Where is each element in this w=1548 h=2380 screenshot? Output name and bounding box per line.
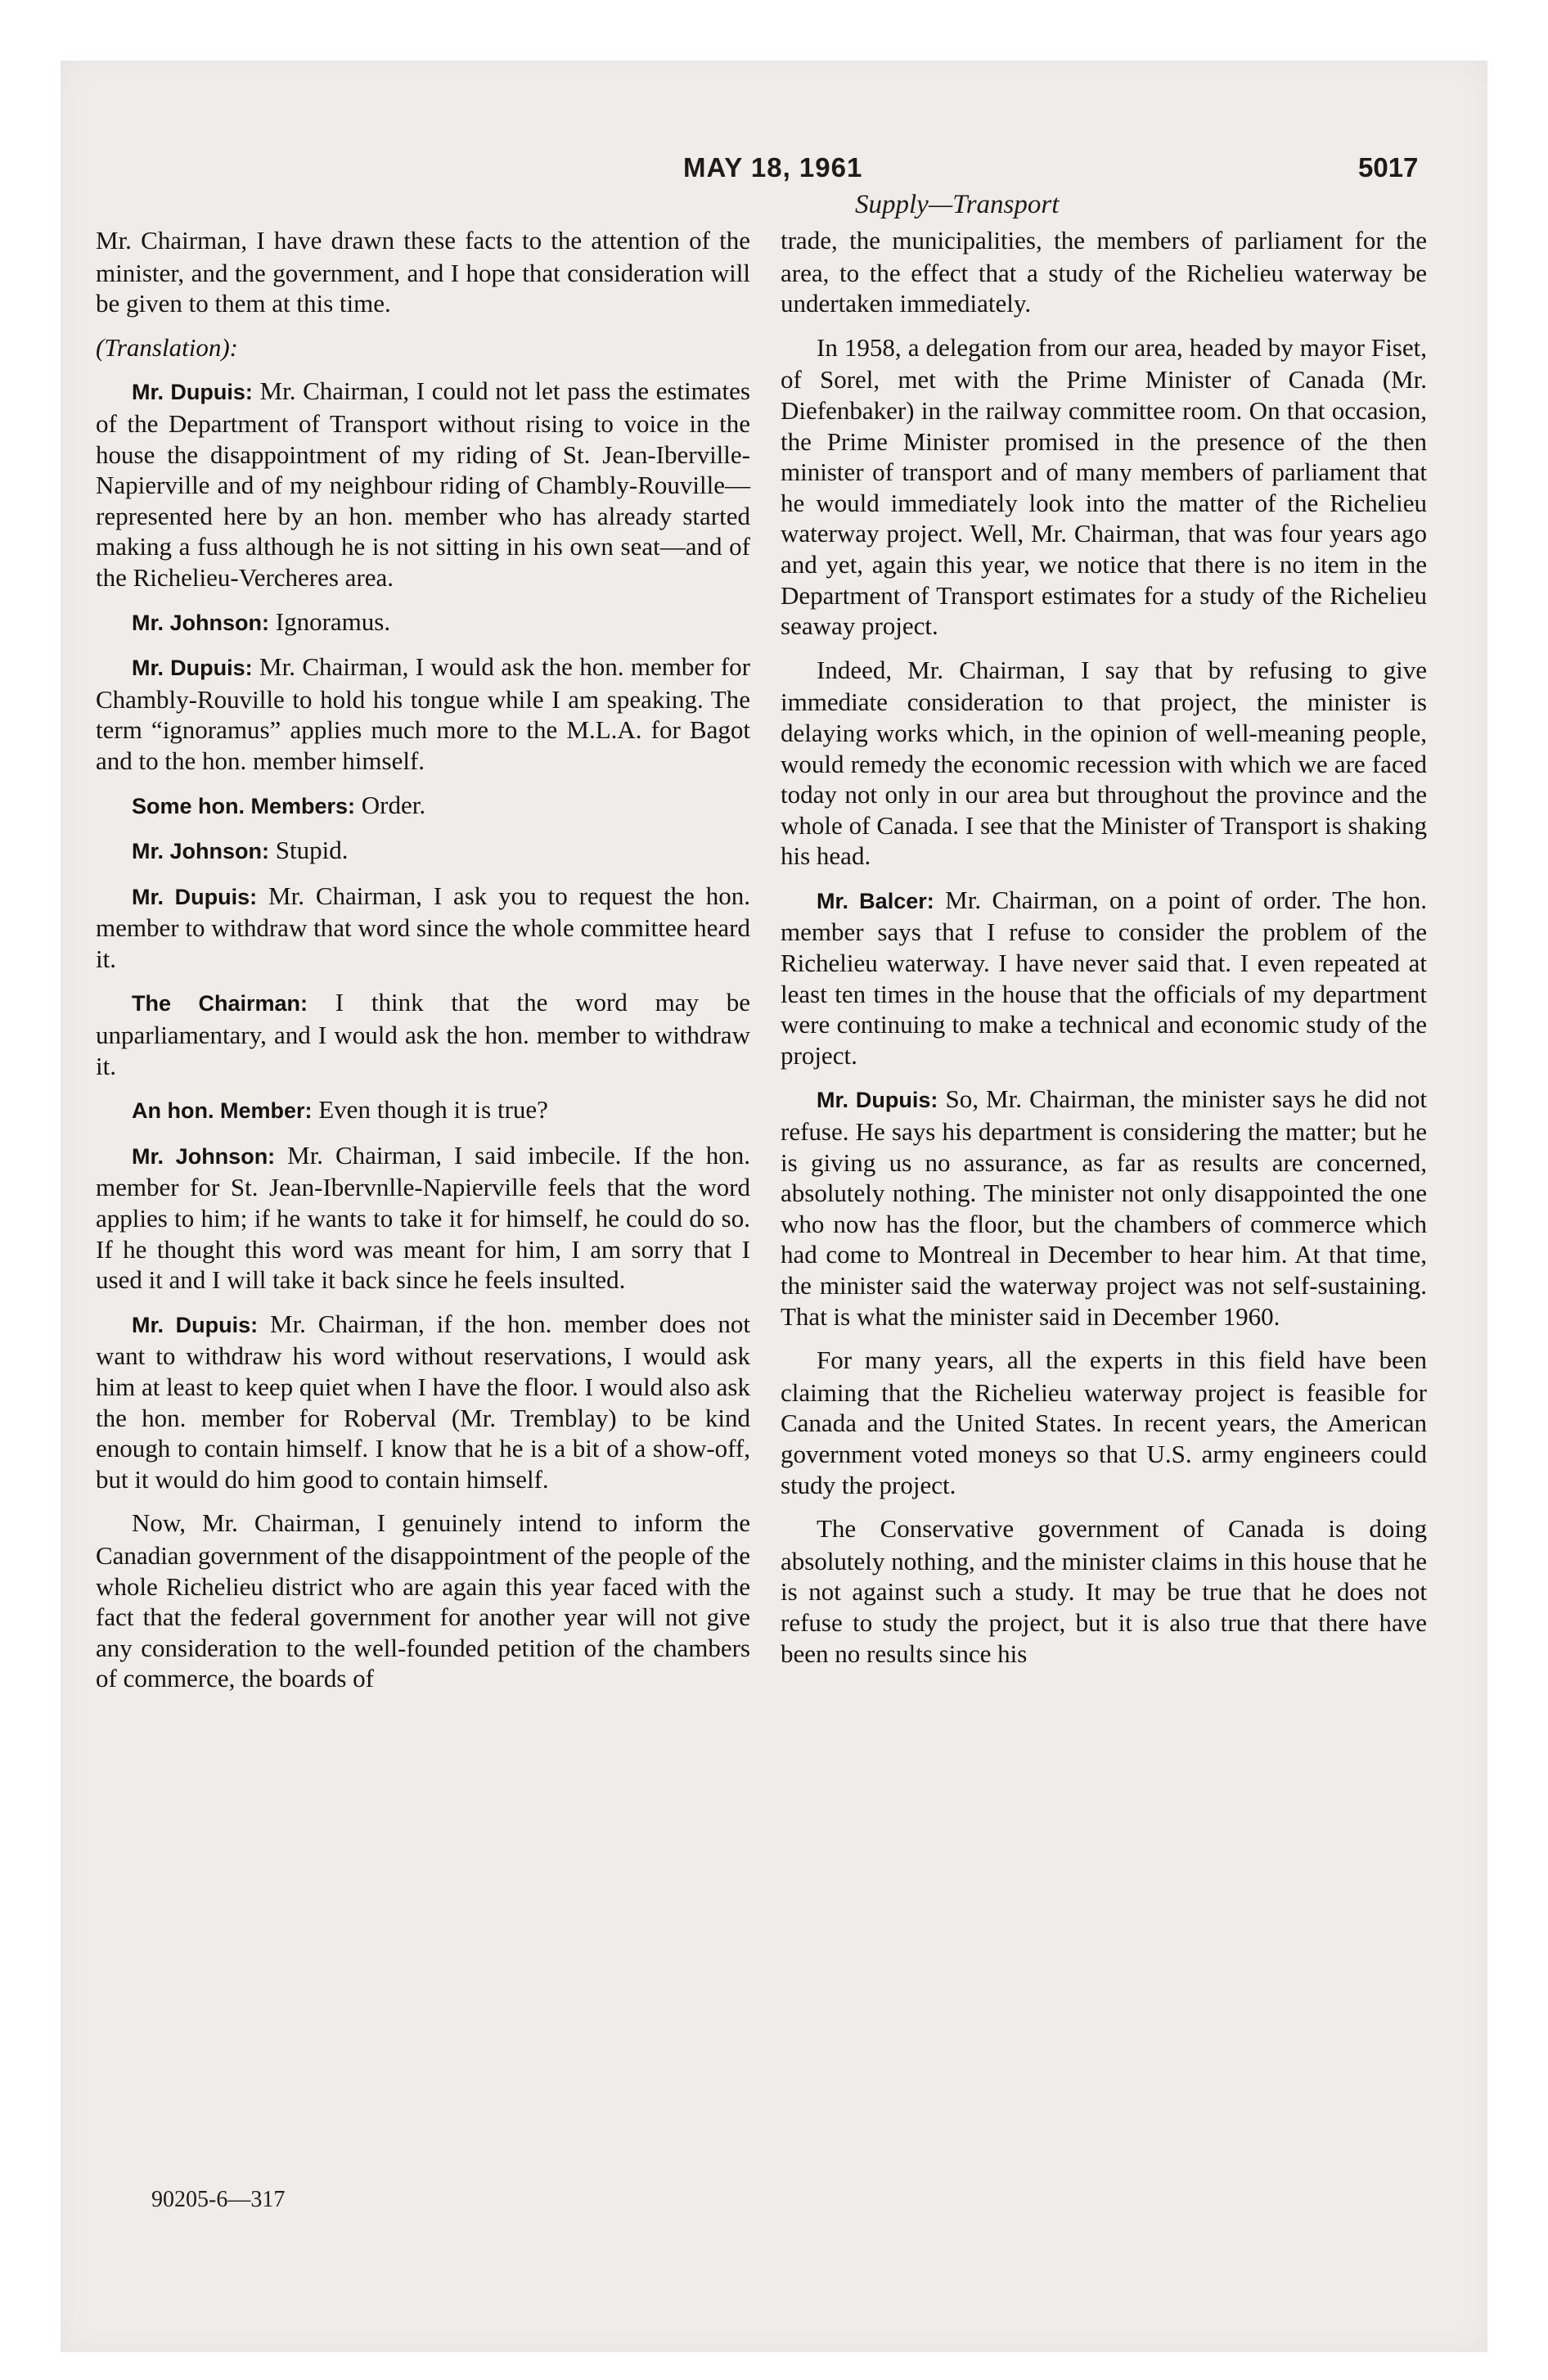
print-code: 90205-6—317 bbox=[151, 2187, 286, 2212]
paragraph bbox=[96, 835, 750, 868]
paragraph-text: So, Mr. Chairman, the minister says he did not refuse. He says his department is considering the matter; but he is giving us no assurance, as far as results are concerned, absolutely nothing. The minister not only disappointed the one who now has the floor, but the chambers of commerce which had come to Montreal in December to hear him. At that time, the minister said the waterway project was not self-sustaining. That is what the minister said in December 1960. bbox=[781, 1084, 1428, 1331]
paragraph bbox=[781, 885, 1427, 1071]
paragraph-text: Ignoramus. bbox=[275, 606, 391, 636]
paragraph-text: Stupid. bbox=[275, 836, 349, 865]
paragraph bbox=[96, 987, 750, 1081]
speaker-label: Mr. Dupuis: bbox=[132, 656, 253, 681]
paragraph bbox=[96, 606, 750, 639]
speaker-label: Mr. Balcer: bbox=[817, 888, 934, 913]
paragraph bbox=[96, 225, 750, 319]
paragraph bbox=[96, 651, 750, 776]
left-column bbox=[96, 225, 750, 1707]
paragraph-text: Mr. Chairman, I have drawn these facts to the attention of the minister, and the government, and I hope that consideration will be given to them at this time. bbox=[96, 226, 750, 318]
paragraph-text: Mr. Chairman, I ask you to request the hon. member to withdraw that word since the whole committee heard it. bbox=[96, 881, 751, 973]
paragraph-text: Now, Mr. Chairman, I genuinely intend to inform the Canadian government of the disappointment of the people of the whole Richelieu district who are again this year faced with the fact that the federal government for another year will not give any consideration to the well-founded petition of the chambers of commerce, the boards of bbox=[96, 1508, 750, 1693]
speaker-label: Mr. Dupuis: bbox=[817, 1088, 938, 1113]
paragraph bbox=[781, 225, 1427, 319]
paragraph bbox=[781, 1513, 1427, 1669]
paragraph-text: In 1958, a delegation from our area, headed by mayor Fiset, of Sorel, met with the Prime Minister of Canada (Mr. Diefenbaker) in the railway committee room. On that occasion, the Prime Minister promised in the presence of the then minister of transport and of many members of parliament that he would immediately look into the matter of the Richelieu waterway project. Well, Mr. Chairman, that was four years ago and yet, again this year, we notice that there is no item in the Department of Transport estimates for a study of the Richelieu seaway project. bbox=[781, 332, 1427, 641]
paragraph-text: Mr. Chairman, on a point of order. The hon. member says that I refuse to consider the problem of the Richelieu waterway. I have never said that. I even repeated at least ten times in the house that the officials of my department were continuing to make a technical and economic study of the project. bbox=[781, 885, 1428, 1070]
paragraph-text: Indeed, Mr. Chairman, I say that by refusing to give immediate consideration to that project, the minister is delaying works which, in the opinion of well-meaning people, would remedy the economic recession with which we are faced today not only in our area but throughout the province and the whole of Canada. I see that the Minister of Transport is shaking his head. bbox=[781, 655, 1427, 871]
paragraph-text: For many years, all the experts in this field have been claiming that the Richelieu waterway project is feasible for Canada and the United States. In recent years, the American government voted moneys so that U.S. army engineers could study the project. bbox=[781, 1346, 1427, 1499]
speaker-label: Mr. Johnson: bbox=[132, 1143, 276, 1169]
translation-note: (Translation): bbox=[96, 332, 238, 362]
paragraph bbox=[781, 332, 1427, 642]
speaker-label: Mr. Johnson: bbox=[132, 839, 269, 864]
paragraph-text: I think that the word may be unparliamentary, and I would ask the hon. member to withdraw it. bbox=[96, 988, 751, 1080]
paragraph-text: trade, the municipalities, the members of parliament for the area, to the effect that a study of the Richelieu waterway be undertaken immediately. bbox=[781, 226, 1427, 318]
paragraph-text: Mr. Chairman, I said imbecile. If the hon. member for St. Jean-Ibervnlle-Napierville feels that the word applies to him; if he wants to take it for himself, he could do so. If he thought this word was meant for him, I am sorry that I used it and I will take it back since he feels insulted. bbox=[96, 1140, 751, 1295]
paragraph-text: Even though it is true? bbox=[318, 1095, 548, 1125]
speaker-label: Mr. Dupuis: bbox=[132, 1312, 259, 1337]
paragraph bbox=[96, 1140, 750, 1296]
paragraph-text: Order. bbox=[361, 790, 426, 819]
paragraph bbox=[96, 790, 750, 823]
speaker-label: The Chairman: bbox=[132, 991, 308, 1016]
paragraph bbox=[781, 1084, 1427, 1332]
paragraph bbox=[96, 881, 750, 975]
right-column bbox=[781, 225, 1427, 1682]
speaker-label: Mr. Dupuis: bbox=[132, 884, 258, 909]
paragraph-text: The Conservative government of Canada is doing absolutely nothing, and the minister claims in this house that he is not against such a study. It may be true that he does not refuse to study the project, but it is also true that there have been no results since his bbox=[781, 1514, 1427, 1668]
paragraph bbox=[781, 655, 1427, 872]
running-head: Supply—Transport bbox=[855, 190, 1060, 219]
paragraph bbox=[96, 1508, 750, 1694]
paragraph bbox=[781, 1345, 1427, 1500]
paragraph-text: Mr. Chairman, I could not let pass the estimates of the Department of Transport without rising to voice in the house the disappointment of my riding of St. Jean-Iberville-Napierville and of my neighbour riding of Chambly-Rouville—represented here by an hon. member who has already started making a fuss although he is not sitting in his own seat—and of the Richelieu-Vercheres area. bbox=[96, 376, 750, 592]
speaker-label: Some hon. Members: bbox=[132, 793, 356, 818]
speaker-label: Mr. Dupuis: bbox=[132, 380, 253, 405]
paragraph bbox=[96, 1094, 750, 1127]
speaker-label: An hon. Member: bbox=[132, 1098, 313, 1124]
paragraph bbox=[96, 332, 750, 363]
header-date: MAY 18, 1961 bbox=[683, 152, 863, 183]
speaker-label: Mr. Johnson: bbox=[132, 610, 269, 635]
paragraph-text: Mr. Chairman, I would ask the hon. member for Chambly-Rouville to hold his tongue while I am speaking. The term “ignoramus” applies much more to the M.L.A. for Bagot and to the hon. member himself. bbox=[96, 652, 751, 775]
paragraph bbox=[96, 1309, 750, 1495]
page-number: 5017 bbox=[1358, 152, 1419, 183]
paragraph bbox=[96, 376, 750, 593]
paragraph-text: Mr. Chairman, if the hon. member does not want to withdraw his word without reservations, I would ask him at least to keep quiet when I have the floor. I would also ask the hon. member for Roberval (Mr. Tremblay) to be kind enough to contain himself. I know that he is a bit of a show-off, but it would do him good to contain himself. bbox=[96, 1309, 751, 1494]
